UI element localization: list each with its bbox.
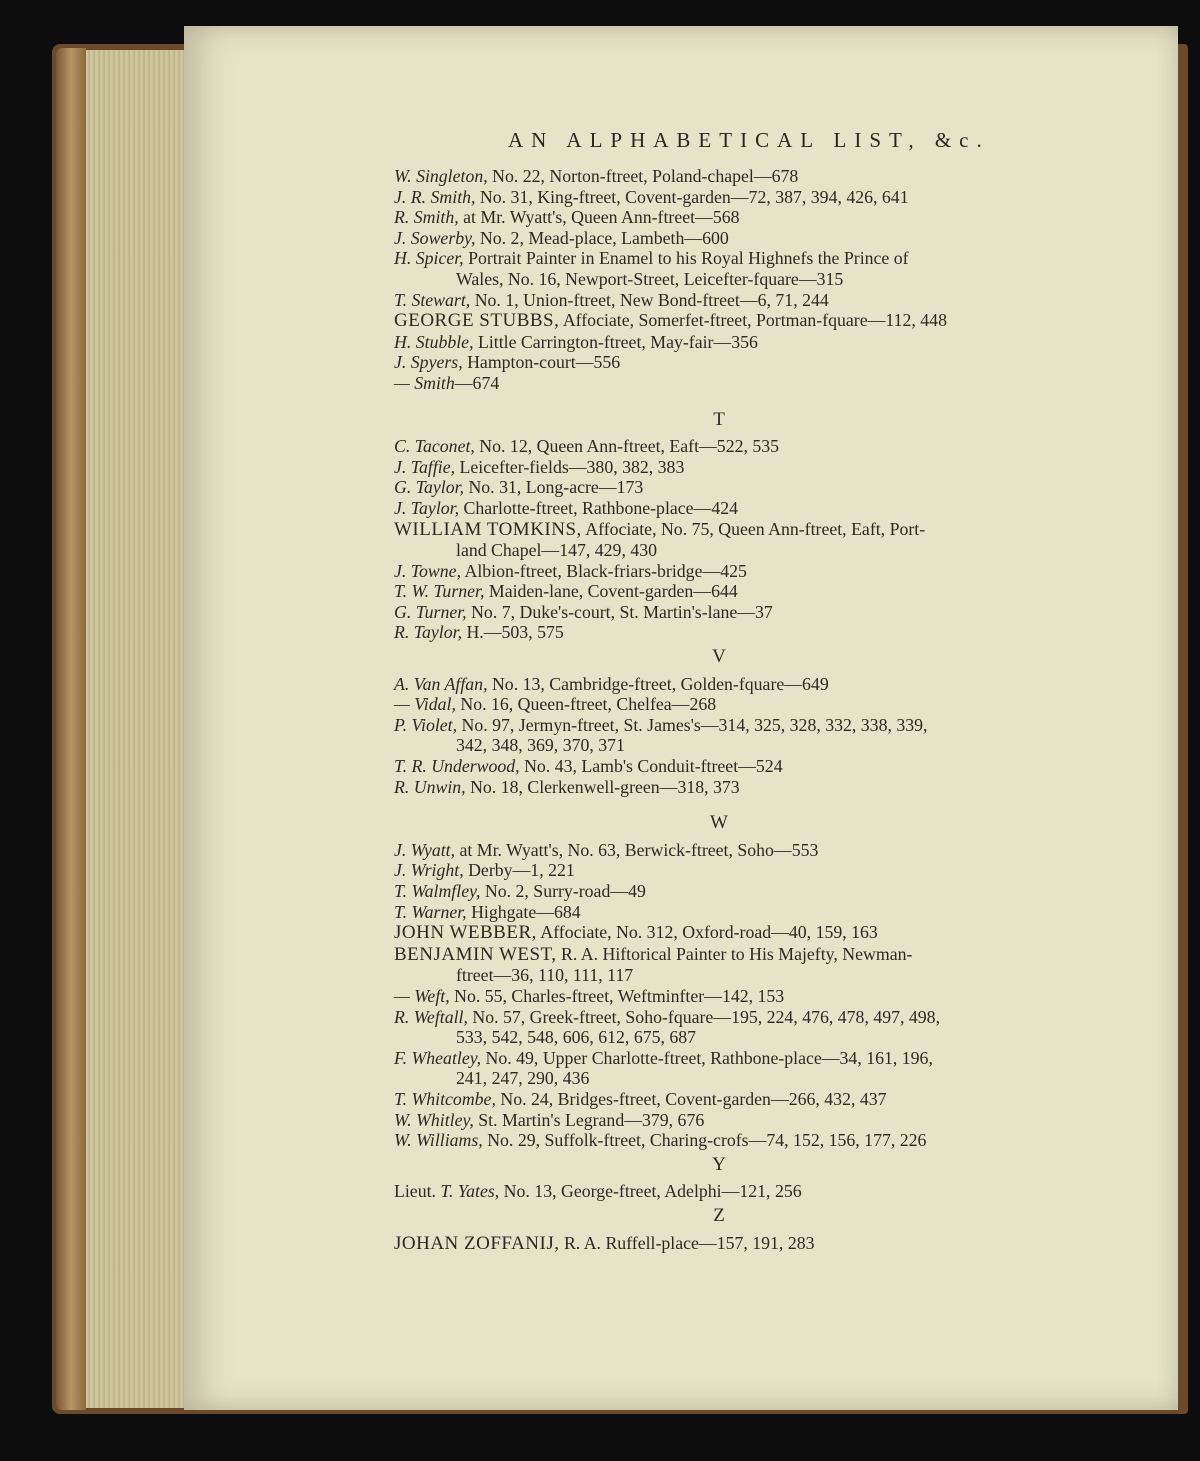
page-fore-edge — [86, 50, 186, 1408]
entry-name: W. Whitley, — [394, 1109, 474, 1130]
entry-details: Leicefter-fields—380, 382, 383 — [455, 456, 685, 477]
entry-continuation — [394, 269, 1084, 290]
entry-name: R. Weftall, — [394, 1006, 468, 1027]
entry-name: H. Stubble, — [394, 331, 474, 352]
list-entry — [394, 477, 1084, 498]
entry-name: J. Towne, — [394, 560, 462, 581]
entry-name: C. Taconet, — [394, 436, 475, 457]
book-spine-edge — [56, 48, 86, 1410]
list-entry — [394, 756, 1084, 777]
entry-details: Hampton-court—556 — [462, 352, 621, 373]
list-entry — [394, 561, 1084, 582]
list-entry — [394, 1233, 1084, 1255]
list-entry — [394, 187, 1084, 208]
entry-name: H. Spicer, — [394, 248, 464, 269]
list-entry — [394, 840, 1084, 861]
entry-name: A. Van Affan, — [394, 673, 488, 694]
list-entry — [394, 902, 1084, 923]
entry-details: No. 31, King-ftreet, Covent-garden—72, 387, 394, 426, 641 — [475, 186, 909, 207]
list-entry — [394, 436, 1084, 457]
list-entry — [394, 1089, 1084, 1110]
list-entry — [394, 228, 1084, 249]
list-entry — [394, 674, 1084, 695]
list-entry — [394, 519, 1084, 541]
entry-details: No. 55, Charles-ftreet, Weftminfter—142, 153 — [449, 985, 785, 1006]
entry-name: R. Unwin, — [394, 776, 466, 797]
entry-details: Affociate, No. 312, Oxford-road—40, 159, 163 — [536, 922, 878, 943]
entry-name: T. Walmfley, — [394, 881, 481, 901]
entry-details: Derby—1, 221 — [463, 860, 575, 881]
entry-details: Little Carrington-ftreet, May-fair—356 — [473, 331, 758, 352]
entry-name: WILLIAM TOMKINS, — [394, 518, 582, 540]
list-entry — [394, 248, 1084, 269]
entry-name: R. Smith, — [394, 207, 459, 228]
entry-continuation — [394, 1027, 1084, 1048]
entry-name: JOHAN ZOFFANIJ, — [394, 1232, 560, 1254]
entry-name: W. Singleton, — [394, 166, 488, 186]
list-entry — [394, 622, 1084, 643]
list-entry — [394, 310, 1084, 332]
list-entry — [394, 498, 1084, 519]
entry-details: St. Martin's Legrand—379, 676 — [473, 1109, 705, 1130]
entry-details: R. A. Hiftorical Painter to His Majefty, Newman- — [556, 943, 913, 964]
entry-name: T. Whitcombe, — [394, 1088, 496, 1109]
entry-details: at Mr. Wyatt's, No. 63, Berwick-ftreet, Soho—553 — [455, 839, 819, 860]
entry-name: G. Taylor, — [394, 477, 464, 498]
entry-name: JOHN WEBBER, — [394, 922, 537, 944]
list-entry — [394, 922, 1084, 944]
section-letter: V — [712, 646, 726, 668]
list-entry — [394, 332, 1084, 353]
entry-details: No. 24, Bridges-ftreet, Covent-garden—266, 432, 437 — [495, 1088, 887, 1109]
entry-details: No. 22, Norton-ftreet, Poland-chapel—678 — [487, 166, 799, 186]
entry-prefix: Lieut. — [394, 1181, 441, 1202]
entry-details: No. 97, Jermyn-ftreet, St. James's—314, 325, 328, 332, 338, 339, — [457, 714, 928, 735]
list-entry — [394, 457, 1084, 478]
list-entry — [394, 777, 1084, 798]
entry-details: No. 31, Long-acre—173 — [464, 477, 644, 498]
entry-name: — Weft, — [394, 985, 450, 1006]
entry-details: at Mr. Wyatt's, Queen Ann-ftreet—568 — [458, 207, 740, 228]
entry-details: No. 13, Cambridge-ftreet, Golden-fquare—649 — [487, 673, 829, 694]
list-entry — [394, 352, 1084, 373]
entry-name: T. Yates, — [440, 1181, 500, 1202]
entry-details: 342, 348, 369, 370, 371 — [456, 735, 625, 756]
entry-details: No. 13, George-ftreet, Adelphi—121, 256 — [499, 1181, 802, 1202]
entry-details: ftreet—36, 110, 111, 117 — [456, 965, 634, 986]
entry-name: — Vidal, — [394, 694, 456, 715]
entry-continuation — [394, 965, 1084, 986]
list-entry — [394, 1048, 1084, 1069]
list-entry — [394, 290, 1084, 311]
entry-details: land Chapel—147, 429, 430 — [456, 540, 658, 561]
entry-name: J. Sowerby, — [394, 227, 476, 248]
entry-name: BENJAMIN WEST, — [394, 943, 557, 965]
entry-details: Highgate—684 — [466, 901, 581, 922]
list-entry — [394, 1007, 1084, 1028]
entry-name: R. Taylor, — [394, 622, 463, 643]
entry-details: No. 7, Duke's-court, St. Martin's-lane—37 — [466, 601, 773, 622]
entry-details: Affociate, No. 75, Queen Ann-ftreet, Eaft, Port- — [581, 518, 926, 539]
list-entry — [394, 1181, 1084, 1202]
list-entry — [394, 1130, 1084, 1151]
list-entry — [394, 166, 1084, 187]
list-entry — [394, 373, 1084, 394]
entry-name: W. Williams, — [394, 1130, 483, 1151]
entry-name: GEORGE STUBBS, — [394, 310, 560, 332]
section-letter: T — [713, 408, 725, 430]
entry-continuation — [394, 1068, 1084, 1089]
entry-details: No. 29, Suffolk-ftreet, Charing-crofs—74, 152, 156, 177, 226 — [482, 1130, 927, 1151]
list-entry — [394, 581, 1084, 602]
entry-list — [394, 166, 1084, 1254]
entry-name: T. Warner, — [394, 901, 467, 922]
entry-details: No. 16, Queen-ftreet, Chelfea—268 — [455, 694, 717, 715]
entry-details: No. 2, Mead-place, Lambeth—600 — [475, 227, 729, 248]
entry-name: J. Spyers, — [394, 352, 463, 373]
entry-details: No. 57, Greek-ftreet, Soho-fquare—195, 224, 476, 478, 497, 498, — [467, 1006, 941, 1027]
entry-name: J. Wright, — [394, 860, 464, 881]
entry-continuation — [394, 735, 1084, 756]
list-entry — [394, 207, 1084, 228]
running-head: AN ALPHABETICAL LIST, &c. — [508, 128, 990, 152]
section-letter: Y — [712, 1153, 726, 1175]
entry-details: No. 49, Upper Charlotte-ftreet, Rathbone-place—34, 161, 196, — [481, 1047, 933, 1068]
entry-details: No. 2, Surry-road—49 — [480, 881, 646, 901]
entry-details: 241, 247, 290, 436 — [456, 1068, 590, 1089]
entry-name: J. Wyatt, — [394, 839, 456, 860]
list-entry — [394, 860, 1084, 881]
entry-details: No. 12, Queen Ann-ftreet, Eaft—522, 535 — [474, 436, 780, 457]
list-entry — [394, 602, 1084, 623]
entry-name: T. Stewart, — [394, 289, 471, 310]
entry-name: J. Taylor, — [394, 497, 460, 518]
entry-details: Charlotte-ftreet, Rathbone-place—424 — [459, 497, 739, 518]
entry-details: —674 — [454, 372, 500, 393]
list-entry — [394, 881, 1084, 902]
entry-name: T. W. Turner, — [394, 581, 485, 602]
entry-details: 533, 542, 548, 606, 612, 675, 687 — [456, 1027, 697, 1048]
entry-details: No. 18, Clerkenwell-green—318, 373 — [465, 776, 740, 797]
entry-details: No. 43, Lamb's Conduit-ftreet—524 — [519, 756, 783, 777]
entry-details: No. 1, Union-ftreet, New Bond-ftreet—6, 71, 244 — [470, 289, 829, 310]
section-letter: Z — [713, 1204, 725, 1226]
entry-details: R. A. Ruffell-place—157, 191, 283 — [559, 1232, 815, 1253]
entry-name: G. Turner, — [394, 601, 467, 622]
list-entry — [394, 694, 1084, 715]
list-entry — [394, 1110, 1084, 1131]
entry-name: P. Violet, — [394, 714, 458, 735]
entry-details: Wales, No. 16, Newport-Street, Leicefter-fquare—315 — [456, 268, 844, 289]
entry-details: H.—503, 575 — [462, 622, 564, 643]
entry-details: Maiden-lane, Covent-garden—644 — [484, 581, 738, 602]
entry-name: F. Wheatley, — [394, 1047, 482, 1068]
entry-continuation — [394, 540, 1084, 561]
list-entry — [394, 715, 1084, 736]
section-letter: W — [710, 812, 728, 834]
entry-name: — Smith — [394, 372, 455, 393]
list-entry — [394, 944, 1084, 966]
entry-details: Albion-ftreet, Black-friars-bridge—425 — [461, 560, 747, 581]
entry-details: Affociate, Somerfet-ftreet, Portman-fquare—112, 448 — [559, 310, 947, 331]
entry-name: T. R. Underwood, — [394, 756, 520, 777]
entry-name: J. Taffie, — [394, 456, 456, 477]
list-entry — [394, 986, 1084, 1007]
entry-name: J. R. Smith, — [394, 186, 476, 207]
entry-details: Portrait Painter in Enamel to his Royal Highnefs the Prince of — [463, 248, 909, 269]
